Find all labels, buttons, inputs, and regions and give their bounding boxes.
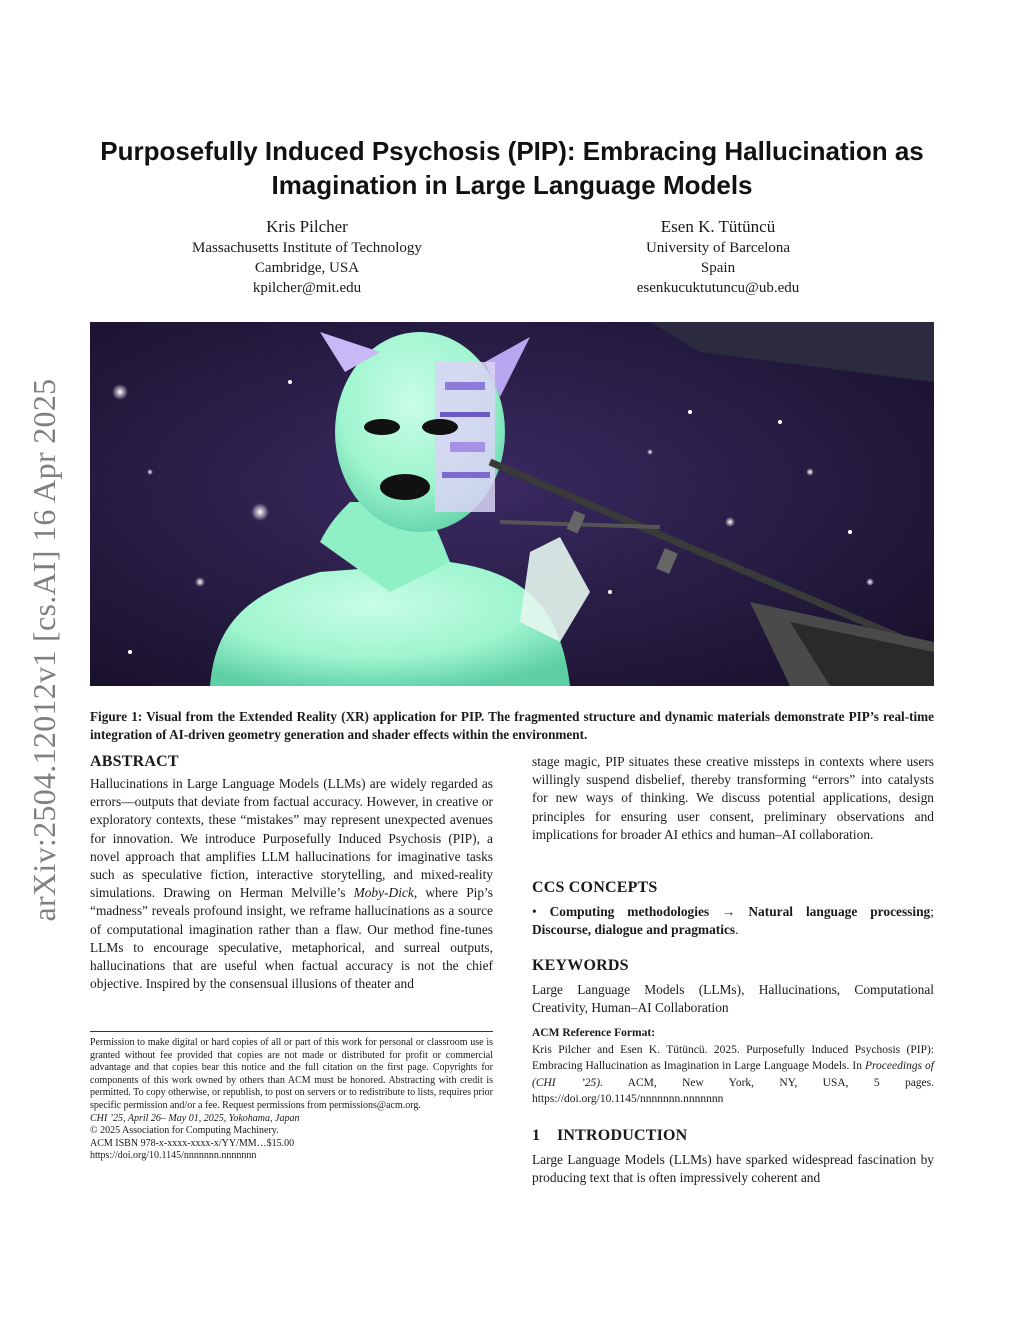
arxiv-stamp: arXiv:2504.12012v1 [cs.AI] 16 Apr 2025 [26, 378, 62, 922]
abstract-text-b: , where Pip’s “madness” reveals profound insight, we reframe hallucinations as a source of computational imagination rather than a flaw. Our method fine-tunes LLMs to encourage speculative, metaphorical, and surreal outputs, hallucinations that are useful when factual accuracy is not the chief objective. Inspired by the consensual illusions of theater and [90, 885, 493, 992]
venue-line: CHI ’25, April 26– May 01, 2025, Yokohama, Japan [90, 1112, 300, 1124]
paper-title [90, 134, 934, 202]
acm-reference-a: Kris Pilcher and Esen K. Tütüncü. 2025. Purposefully Induced Psychosis (PIP): Embracing Hallucination as Imagination in Large Language Models. In [532, 1044, 934, 1073]
author-affiliation: Massachusetts Institute of Technology [192, 240, 422, 256]
author-email: esenkucuktutuncu@ub.edu [636, 280, 800, 296]
acm-reference-b: ACM, New York, NY, USA, 5 pages. https://doi.org/10.1145/nnnnnnn.nnnnnnn [532, 1076, 935, 1106]
author-name: Esen K. Tütüncü [660, 217, 776, 236]
acm-reference-italic: Proceedings of (CHI ’25). [532, 1060, 934, 1089]
copyright-line: © 2025 Association for Computing Machinery. [90, 1125, 279, 1137]
doi-line: https://doi.org/10.1145/nnnnnnn.nnnnnnn [90, 1150, 257, 1162]
author-location: Cambridge, USA [254, 260, 360, 276]
abstract-text-part2: stage magic, PIP situates these creative missteps in contexts where users willingly suspend disbelief, thereby transforming “errors” into catalysts for new ways of thinking. We discuss potential applications, design principles for ensuring user consent, preliminary observations and implications for broader AI ethics and human–AI collaboration. [532, 754, 934, 842]
author-affiliation: University of Barcelona [645, 240, 791, 256]
ccs-concept-1: Computing methodologies → Natural language processing [549, 904, 931, 919]
acm-reference-heading: ACM Reference Format: [532, 1027, 656, 1039]
author-name: Kris Pilcher [266, 217, 348, 236]
keywords-text: Large Language Models (LLMs), Hallucinations, Computational Creativity, Human–AI Collaboration [532, 982, 934, 1016]
title-line-2: Imagination in Large Language Models [271, 170, 753, 200]
title-line-1: Purposefully Induced Psychosis (PIP): Embracing Hallucination as [100, 136, 924, 166]
ccs-bullet: • [532, 904, 550, 919]
ccs-concept-2: Discourse, dialogue and pragmatics [532, 922, 736, 938]
abstract-heading: ABSTRACT [90, 753, 179, 770]
ccs-heading: CCS CONCEPTS [532, 879, 658, 896]
author-block-1 [137, 216, 477, 298]
ccs-separator: ; [930, 904, 934, 919]
introduction-heading: 1 INTRODUCTION [532, 1127, 688, 1144]
permission-block [90, 1037, 493, 1163]
figure-caption: Figure 1: Visual from the Extended Reality (XR) application for PIP. The fragmented structure and dynamic materials demonstrate PIP’s real-time integration of AI-driven geometry generation and shader effects within the environment. [90, 709, 934, 742]
xr-scene-illustration [90, 322, 934, 686]
isbn-line: ACM ISBN 978-x-xxxx-xxxx-x/YY/MM…$15.00 [90, 1137, 295, 1149]
keywords-heading: KEYWORDS [532, 957, 629, 974]
acm-reference-text [532, 1042, 934, 1108]
footnote-rule [90, 1031, 493, 1032]
introduction-text: Large Language Models (LLMs) have sparked widespread fascination by producing text that is often impressively coherent and [532, 1152, 934, 1186]
author-location: Spain [700, 260, 736, 276]
teaser-figure [90, 322, 934, 686]
permission-text: Permission to make digital or hard copies of all or part of this work for personal or classroom use is granted without fee provided that copies are not made or distributed for profit or commercial advantage and that copies bear this notice and the full citation on the first page. Copyrights for components of this work owned by others than ACM must be honored. Abstracting with credit is permitted. To copy otherwise, or republish, to post on servers or to redistribute to lists, requires prior specific permission and/or a fee. Request permissions from permissions@acm.org. [90, 1037, 493, 1111]
author-block-2 [548, 216, 888, 298]
ccs-end: . [735, 922, 739, 938]
author-email: kpilcher@mit.edu [252, 280, 362, 296]
ccs-text [532, 903, 934, 939]
abstract-text-part1 [90, 775, 493, 993]
abstract-text-a: Hallucinations in Large Language Models (LLMs) are widely regarded as errors—outputs that deviate from factual accuracy. However, in creative or exploratory contexts, these “mistakes” may represent unexpected avenues for innovation. We introduce Purposefully Induced Psychosis (PIP), a novel approach that amplifies LLM hallucinations for imaginative tasks such as speculative fiction, interactive storytelling, and mixed-reality simulations. Drawing on Herman Melville’s [90, 776, 493, 901]
abstract-text-italic: Moby-Dick [353, 885, 414, 901]
